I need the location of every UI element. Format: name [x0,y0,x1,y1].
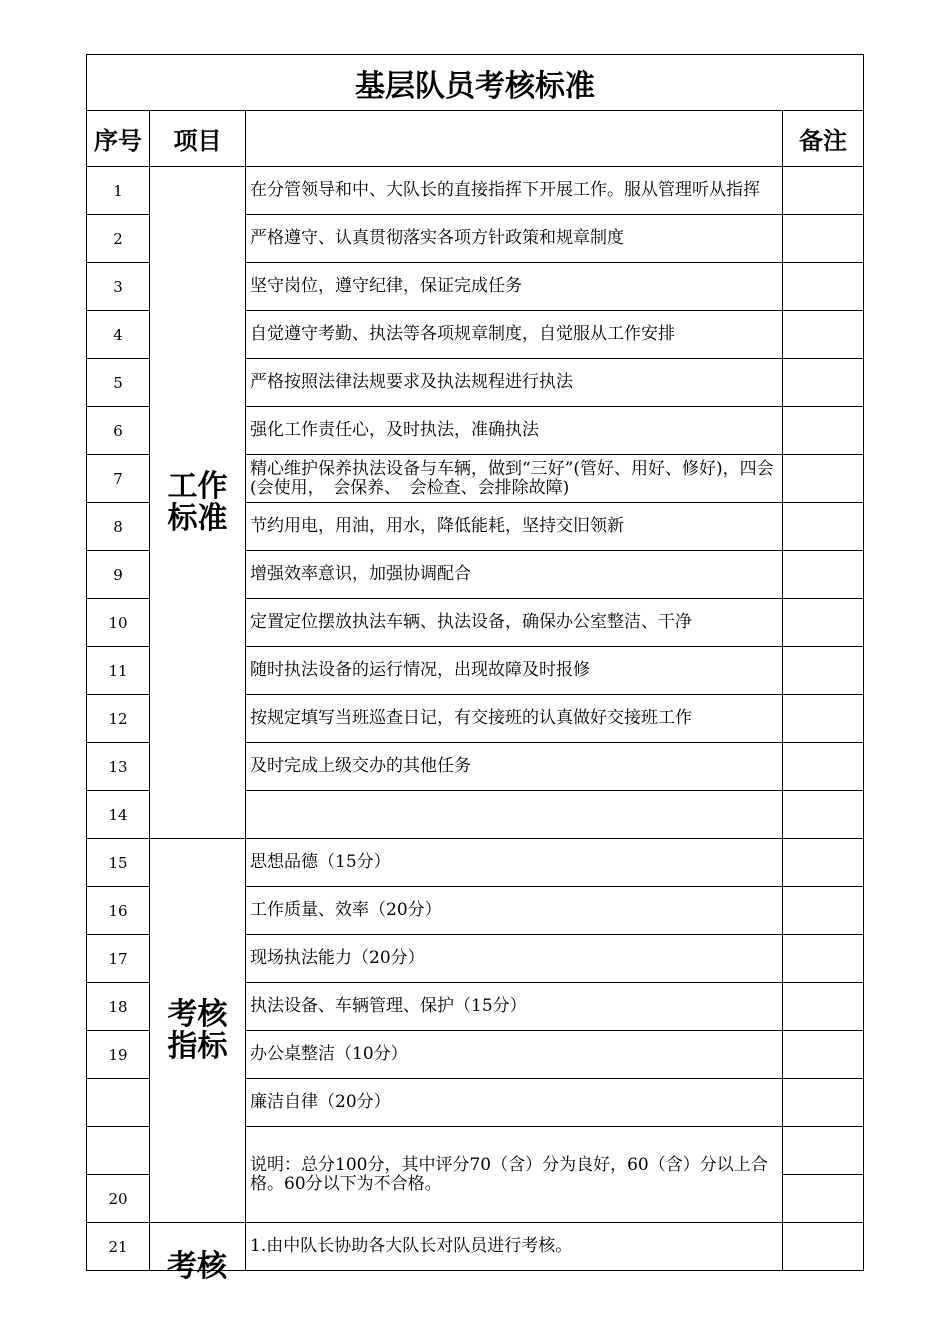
remarks-cell [783,1031,864,1079]
row-number: 1 [87,167,150,215]
remarks-cell [783,359,864,407]
remarks-cell [783,983,864,1031]
remarks-cell [783,647,864,695]
row-text: 在分管领导和中、大队长的直接指挥下开展工作。服从管理听从指挥 [246,167,783,215]
remarks-cell [783,1079,864,1127]
assessment-sheet [86,54,863,1284]
row-number: 15 [87,839,150,887]
row-number: 19 [87,1031,150,1079]
row-text: 精心维护保养执法设备与车辆，做到“三好”(管好、用好、修好)，四会(会使用， 会保养、 会检查、会排除故障) [246,455,783,503]
row-text: 及时完成上级交办的其他任务 [246,743,783,791]
row-text: 坚守岗位，遵守纪律，保证完成任务 [246,263,783,311]
row-text: 思想品德（15分） [246,839,783,887]
row-number: 21 [87,1223,150,1271]
row-text: 严格按照法律法规要求及执法规程进行执法 [246,359,783,407]
row-number: 20 [87,1175,150,1223]
header-remarks: 备注 [783,111,864,167]
row-number [87,1079,150,1127]
category-work-standard: 工作标准 [167,468,228,536]
row-text: 随时执法设备的运行情况，出现故障及时报修 [246,647,783,695]
category-assessment-indicators: 考核指标 [167,996,228,1064]
row-number: 12 [87,695,150,743]
row-number: 13 [87,743,150,791]
header-content [246,111,783,167]
row-text: 节约用电，用油，用水，降低能耗，坚持交旧领新 [246,503,783,551]
row-number: 3 [87,263,150,311]
row-text: 1.由中队长协助各大队长对队员进行考核。 [246,1223,783,1271]
row-number: 14 [87,791,150,839]
row-number: 17 [87,935,150,983]
remarks-cell [783,887,864,935]
row-number: 4 [87,311,150,359]
remarks-cell [783,455,864,503]
assessment-table [86,54,864,1271]
header-item: 项目 [150,111,246,167]
row-number: 11 [87,647,150,695]
scoring-note: 说明：总分100分，其中评分70（含）分为良好，60（含）分以上合格。60分以下为不合格。 [246,1127,783,1223]
remarks-cell [783,407,864,455]
remarks-cell [783,1175,864,1223]
remarks-cell [783,503,864,551]
remarks-cell [783,839,864,887]
row-text: 强化工作责任心，及时执法，准确执法 [246,407,783,455]
row-text: 现场执法能力（20分） [246,935,783,983]
remarks-cell [783,311,864,359]
remarks-cell [783,1127,864,1175]
row-text: 增强效率意识，加强协调配合 [246,551,783,599]
row-number: 6 [87,407,150,455]
row-text: 办公桌整洁（10分） [246,1031,783,1079]
row-number: 18 [87,983,150,1031]
remarks-cell [783,935,864,983]
header-seq: 序号 [87,111,150,167]
row-text: 严格遵守、认真贯彻落实各项方针政策和规章制度 [246,215,783,263]
row-number: 16 [87,887,150,935]
table-row [87,839,864,887]
remarks-cell [783,695,864,743]
row-number [87,1127,150,1175]
row-number: 9 [87,551,150,599]
row-number: 10 [87,599,150,647]
row-text: 廉洁自律（20分） [246,1079,783,1127]
row-number: 7 [87,455,150,503]
remarks-cell [783,263,864,311]
page-title: 基层队员考核标准 [87,55,864,111]
remarks-cell [783,167,864,215]
remarks-cell [783,215,864,263]
row-text: 执法设备、车辆管理、保护（15分） [246,983,783,1031]
row-text: 工作质量、效率（20分） [246,887,783,935]
row-text: 按规定填写当班巡查日记，有交接班的认真做好交接班工作 [246,695,783,743]
category-assessment: 考核 [167,1249,227,1284]
row-text [246,791,783,839]
remarks-cell [783,791,864,839]
remarks-cell [783,551,864,599]
row-number: 8 [87,503,150,551]
row-number: 2 [87,215,150,263]
row-text: 定置定位摆放执法车辆、执法设备，确保办公室整洁、干净 [246,599,783,647]
row-text: 自觉遵守考勤、执法等各项规章制度，自觉服从工作安排 [246,311,783,359]
remarks-cell [783,743,864,791]
row-number: 5 [87,359,150,407]
remarks-cell [783,599,864,647]
table-row [87,167,864,215]
